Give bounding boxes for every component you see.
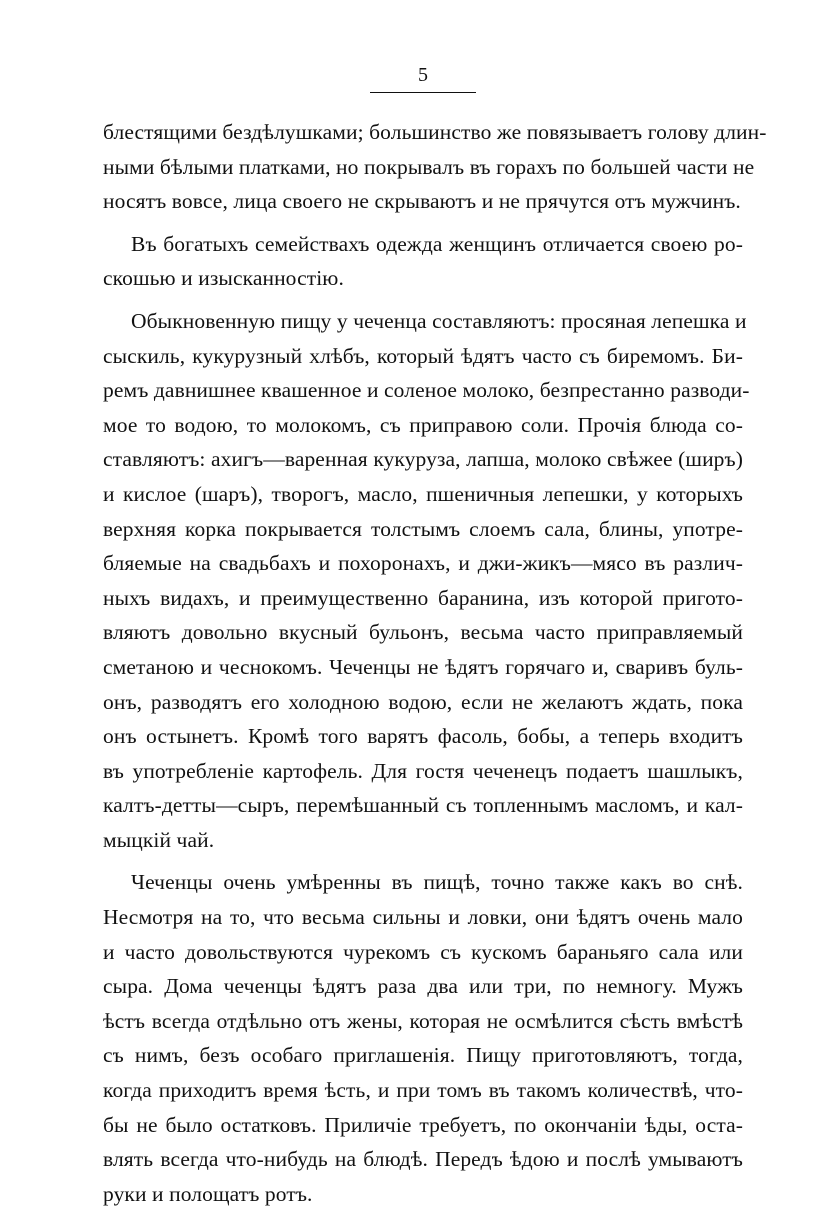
text-line: руки и полощатъ ротъ. — [103, 1181, 313, 1206]
text-line: онъ, разводятъ его холодною водою, если не желаютъ ждать, пока — [103, 689, 743, 714]
paragraph-gap — [103, 857, 743, 865]
text-line: ѣстъ всегда отдѣльно отъ жены, которая не осмѣлится сѣсть вмѣстѣ — [103, 1008, 743, 1033]
text-line: калтъ-детты—сыръ, перемѣшанный съ топленнымъ масломъ, и кал- — [103, 793, 743, 818]
page-header — [0, 62, 840, 102]
page-number-rule — [370, 92, 476, 93]
text-line: мыцкій чай. — [103, 827, 215, 852]
text-line: и кислое (шаръ), творогъ, масло, пшеничныя лепешки, у которыхъ — [103, 481, 743, 506]
text-line: скошью и изысканностію. — [103, 266, 344, 291]
text-line: ремъ давнишнее квашенное и соленое молоко, безпрестанно разводи- — [103, 378, 750, 403]
text-line: въ употребленіе картофель. Для гостя чеченецъ подаетъ шашлыкъ, — [103, 758, 743, 783]
text-line: носятъ вовсе, лица своего не скрываютъ и не прячутся отъ мужчинъ. — [103, 189, 741, 214]
text-line: Обыкновенную пищу у чеченца составляютъ: просяная лепешка и — [131, 308, 747, 333]
text-line: когда приходитъ время ѣсть, и при томъ въ такомъ количествѣ, что- — [103, 1078, 743, 1103]
text-line: ными бѣлыми платками, но покрывалъ въ горахъ по большей части не — [103, 154, 755, 179]
paragraph — [103, 304, 750, 858]
paragraph-gap — [103, 296, 743, 304]
text-line: Несмотря на то, что весьма сильны и ловки, они ѣдятъ очень мало — [103, 905, 743, 930]
text-line: вляютъ довольно вкусный бульонъ, весьма часто приправляемый — [103, 620, 743, 645]
text-line: ставляютъ: ахигъ—варенная кукуруза, лапша, молоко свѣжее (ширъ) — [103, 447, 743, 472]
text-line: ныхъ видахъ, и преимущественно баранина, изъ которой пригото- — [103, 585, 743, 610]
page-number: 5 — [418, 64, 428, 86]
text-line: Чеченцы очень умѣренны въ пищѣ, точно также какъ во снѣ. — [131, 870, 743, 895]
text-line: и часто довольствуются чурекомъ съ кускомъ бараньяго сала или — [103, 939, 743, 964]
text-line: бы не было остатковъ. Приличіе требуетъ, по окончаніи ѣды, оста- — [103, 1112, 743, 1137]
text-line: Въ богатыхъ семействахъ одежда женщинъ отличается своею ро- — [131, 231, 743, 256]
text-line: онъ остынетъ. Кромѣ того варятъ фасоль, бобы, а теперь входитъ — [103, 724, 743, 749]
text-line: сыскиль, кукурузный хлѣбъ, который ѣдятъ часто съ биремомъ. Би- — [103, 343, 743, 368]
body-text — [103, 115, 767, 1211]
text-line: влять всегда что-нибудь на блюдѣ. Передъ ѣдою и послѣ умываютъ — [103, 1147, 743, 1172]
paragraph — [103, 115, 767, 219]
text-line: бляемые на свадьбахъ и похоронахъ, и джи-жикъ—мясо въ различ- — [103, 551, 743, 576]
text-line: блестящими бездѣлушками; большинство же повязываетъ голову длин- — [103, 120, 767, 144]
text-line: сметаною и чеснокомъ. Чеченцы не ѣдятъ горячаго и, сваривъ буль- — [103, 654, 743, 679]
text-line: мое то водою, то молокомъ, съ приправою соли. Прочія блюда со- — [103, 412, 743, 437]
text-line: верхняя корка покрывается толстымъ слоемъ сала, блины, употре- — [103, 516, 743, 541]
text-line: сыра. Дома чеченцы ѣдятъ раза два или три, по немногу. Мужъ — [103, 974, 743, 999]
text-line: съ нимъ, безъ особаго приглашенія. Пищу приготовляютъ, тогда, — [103, 1043, 743, 1068]
paragraph — [103, 227, 743, 296]
paragraph-gap — [103, 219, 743, 227]
paragraph — [103, 865, 743, 1211]
